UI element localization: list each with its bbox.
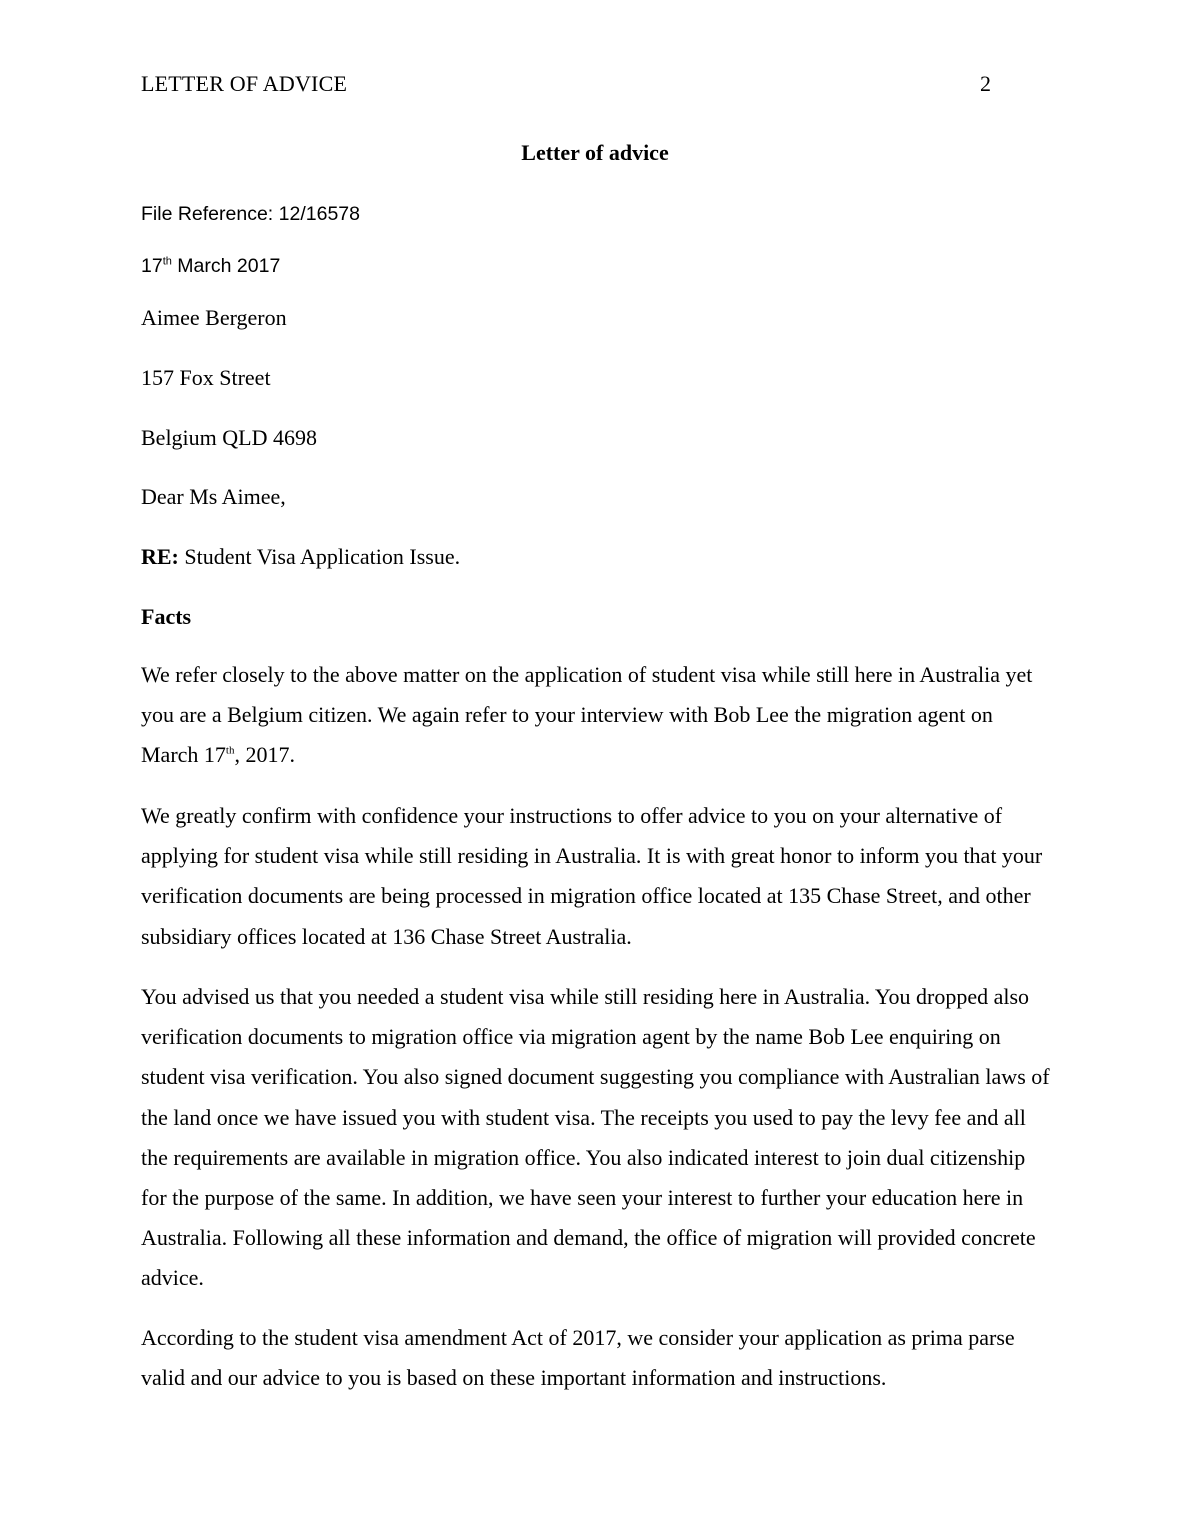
running-head: LETTER OF ADVICE	[141, 71, 348, 96]
paragraph-2: We greatly confirm with confidence your instructions to offer advice to you on your alternative of applying for student visa while still residing in Australia. It is with great honor to inform you that your verification documents are being processed in migration office located at 135 Chase Street, and other subsidiary offices located at 136 Chase Street Australia.	[141, 803, 1043, 949]
paragraph-1-superscript: th	[225, 745, 235, 758]
date-day: 17	[141, 255, 163, 277]
recipient-street: 157 Fox Street	[141, 365, 271, 390]
subject-text: Student Visa Application Issue.	[178, 544, 461, 569]
document-title: Letter of advice	[521, 140, 669, 165]
recipient-name: Aimee Bergeron	[141, 305, 287, 330]
letter-date	[141, 253, 280, 279]
paragraph-3: You advised us that you needed a student visa while still residing here in Australia. You dropped also verification documents to migration office via migration agent by the name Bob Lee enquiring on student visa verification. You also signed document suggesting you compliance with Australian laws of the land once we have issued you with student visa. The receipts you used to pay the levy fee and all the requirements are available in migration office. You also indicated interest to join dual citizenship for the purpose of the same. In addition, we have seen your interest to further your education here in Australia. Following all these information and demand, the office of migration will provided concrete advice.	[141, 984, 1050, 1291]
paragraph-1-text: We refer closely to the above matter on the application of student visa while still here in Australia yet you are a Belgium citizen. We again refer to your interview with Bob Lee the migration agent on March 17	[141, 662, 1033, 768]
facts-heading: Facts	[141, 604, 192, 629]
page-number: 2	[980, 71, 991, 96]
subject-line	[141, 543, 460, 571]
paragraph-1-end: , 2017.	[234, 742, 295, 768]
date-suffix: th	[162, 255, 172, 268]
recipient-city: Belgium QLD 4698	[141, 425, 317, 450]
paragraph-4: According to the student visa amendment Act of 2017, we consider your application as prima parse valid and our advice to you is based on these important information and instructions.	[141, 1325, 1015, 1391]
salutation: Dear Ms Aimee,	[141, 484, 286, 509]
date-rest: March 2017	[171, 255, 281, 277]
subject-label: RE:	[141, 544, 179, 569]
paragraph-1	[141, 655, 1051, 776]
file-reference: File Reference: 12/16578	[141, 203, 360, 225]
